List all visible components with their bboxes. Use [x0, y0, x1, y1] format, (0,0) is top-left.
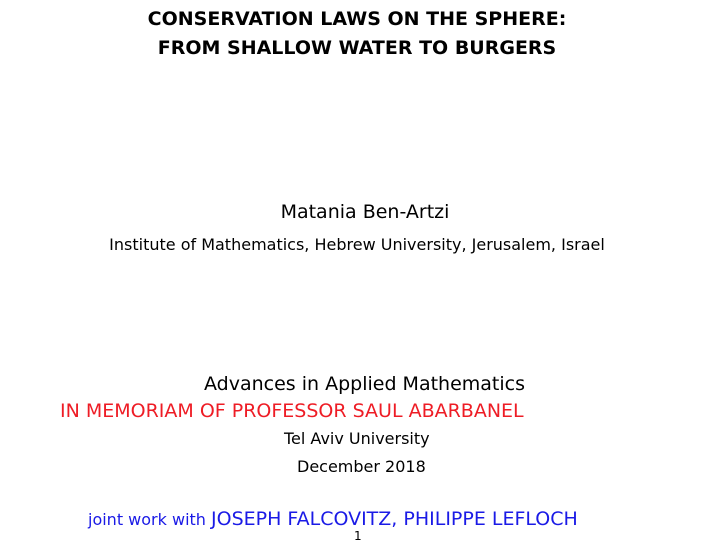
event-name: Advances in Applied Mathematics — [204, 373, 525, 395]
title-line-2: FROM SHALLOW WATER TO BURGERS — [157, 37, 557, 59]
event-date: December 2018 — [297, 457, 426, 476]
collaboration-prefix: joint work with — [88, 510, 212, 529]
page-number: 1 — [354, 529, 362, 543]
university-name: Tel Aviv University — [284, 429, 430, 448]
title-line-1: CONSERVATION LAWS ON THE SPHERE: — [147, 8, 567, 30]
collaborator-names: JOSEPH FALCOVITZ, PHILIPPE LEFLOCH — [211, 508, 578, 530]
author-name: Matania Ben-Artzi — [280, 201, 450, 223]
memoriam-line: IN MEMORIAM OF PROFESSOR SAUL ABARBANEL — [60, 400, 524, 422]
author-affiliation: Institute of Mathematics, Hebrew University, Jerusalem, Israel — [109, 235, 605, 254]
collaboration-line — [88, 510, 578, 529]
